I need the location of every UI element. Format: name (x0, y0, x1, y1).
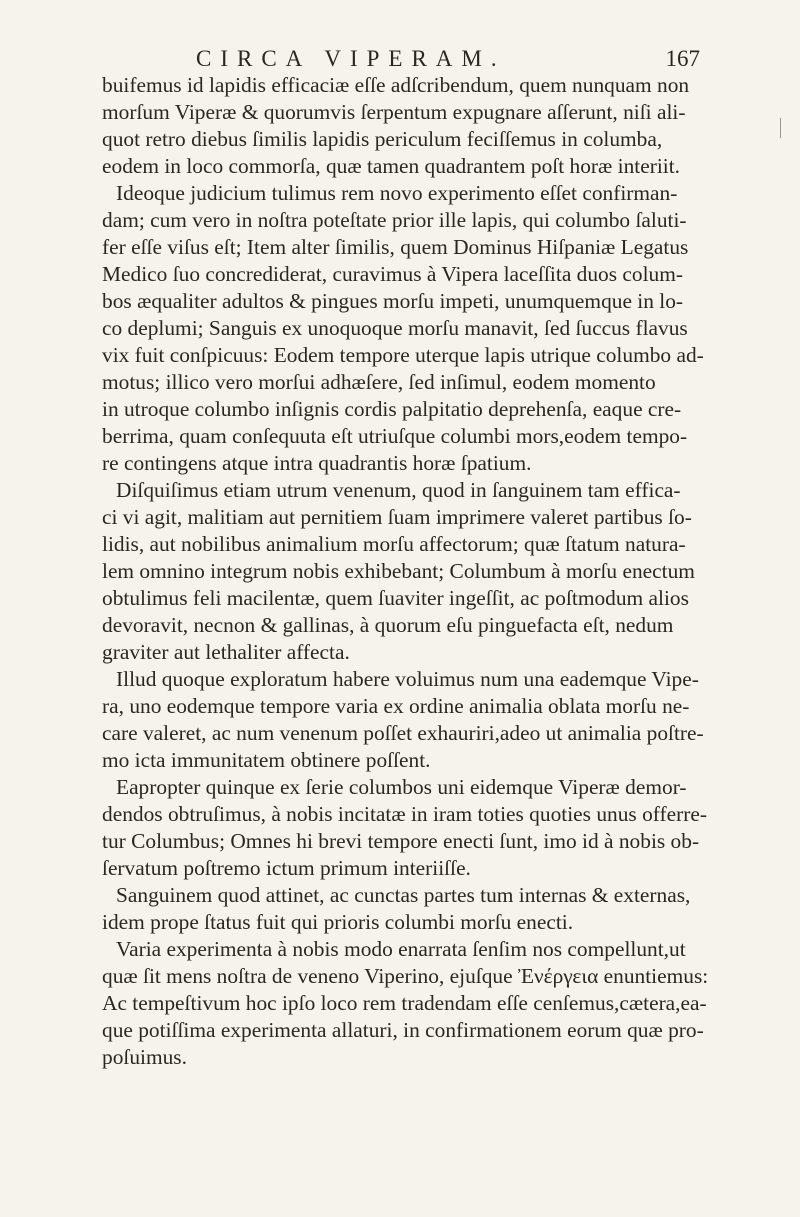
body-text (102, 72, 752, 1071)
paragraph-start-line: Sanguinem quod attinet, ac cunctas partes tum internas & externas, (116, 883, 691, 907)
paragraph-start-line: Ideoque judicium tulimus rem novo experimento eſſet confirman- (116, 181, 678, 205)
text-line: Ac tempeſtivum hoc ipſo loco rem tradendam eſſe cenſemus,cætera,ea- (102, 991, 707, 1015)
text-line: devoravit, necnon & gallinas, à quorum eſu pinguefacta eſt, nedum (102, 613, 674, 637)
text-line: graviter aut lethaliter affecta. (102, 640, 350, 664)
text-line: poſuimus. (102, 1045, 187, 1069)
text-line: mo icta immunitatem obtinere poſſent. (102, 748, 431, 772)
text-line: lidis, aut nobilibus animalium morſu affectorum; quæ ſtatum natura- (102, 532, 686, 556)
text-line: lem omnino integrum nobis exhibebant; Columbum à morſu enectum (102, 559, 695, 583)
text-line: ra, uno eodemque tempore varia ex ordine animalia oblata morſu ne- (102, 694, 690, 718)
text-line: morſum Viperæ & quorumvis ſerpentum expugnare aſſerunt, niſi ali- (102, 100, 686, 124)
text-line: Medico ſuo concrediderat, curavimus à Vipera laceſſita duos colum- (102, 262, 684, 286)
margin-mark (780, 118, 781, 138)
text-line: bos æqualiter adultos & pingues morſu impeti, unumquemque in lo- (102, 289, 684, 313)
text-line: que potiſſima experimenta allaturi, in confirmationem eorum quæ pro- (102, 1018, 704, 1042)
text-line: buifemus id lapidis efficaciæ eſſe adſcribendum, quem nunquam non (102, 73, 690, 97)
text-line: care valeret, ac num venenum poſſet exhauriri,adeo ut animalia poſtre- (102, 721, 704, 745)
text-line: co deplumi; Sanguis ex unoquoque morſu manavit, ſed ſuccus flavus (102, 316, 688, 340)
paragraph-start-line: Illud quoque exploratum habere voluimus num una eademque Vipe- (116, 667, 699, 691)
page-number: 167 (665, 46, 700, 71)
text-line: vix fuit conſpicuus: Eodem tempore uterque lapis utrique columbo ad- (102, 343, 704, 367)
paragraph-start-line: Varia experimenta à nobis modo enarrata ſenſim nos compellunt,ut (116, 937, 686, 961)
text-line: berrima, quam conſequuta eſt utriuſque columbi mors,eodem tempo- (102, 424, 688, 448)
text-line: quæ ſit mens noſtra de veneno Viperino, ejuſque Ἐνέργεια enuntiemus: (102, 964, 709, 988)
paragraph-start-line: Diſquiſimus etiam utrum venenum, quod in ſanguinem tam effica- (116, 478, 681, 502)
text-line: idem prope ſtatus fuit qui prioris columbi morſu enecti. (102, 910, 574, 934)
text-line: dam; cum vero in noſtra poteſtate prior ille lapis, qui columbo ſaluti- (102, 208, 687, 232)
text-line: fer eſſe viſus eſt; Item alter ſimilis, quem Dominus Hiſpaniæ Legatus (102, 235, 689, 259)
text-line: dendos obtruſimus, à nobis incitatæ in iram toties quoties unus offerre- (102, 802, 707, 826)
page-header (140, 46, 700, 72)
text-line: quot retro diebus ſimilis lapidis periculum feciſſemus in columba, (102, 127, 663, 151)
text-line: tur Columbus; Omnes hi brevi tempore enecti ſunt, imo id à nobis ob- (102, 829, 700, 853)
running-title: CIRCA VIPERAM. (196, 46, 506, 71)
text-line: ſervatum poſtremo ictum primum interiiſſe. (102, 856, 471, 880)
text-line: in utroque columbo inſignis cordis palpitatio deprehenſa, eaque cre- (102, 397, 682, 421)
text-line: motus; illico vero morſui adhæſere, ſed inſimul, eodem momento (102, 370, 656, 394)
text-line: obtulimus feli macilentæ, quem ſuaviter ingeſſit, ac poſtmodum alios (102, 586, 689, 610)
text-line: eodem in loco commorſa, quæ tamen quadrantem poſt horæ interiit. (102, 154, 681, 178)
paragraph-start-line: Eapropter quinque ex ſerie columbos uni eidemque Viperæ demor- (116, 775, 687, 799)
text-line: ci vi agit, malitiam aut pernitiem ſuam imprimere valeret partibus ſo- (102, 505, 692, 529)
text-line: re contingens atque intra quadrantis horæ ſpatium. (102, 451, 532, 475)
